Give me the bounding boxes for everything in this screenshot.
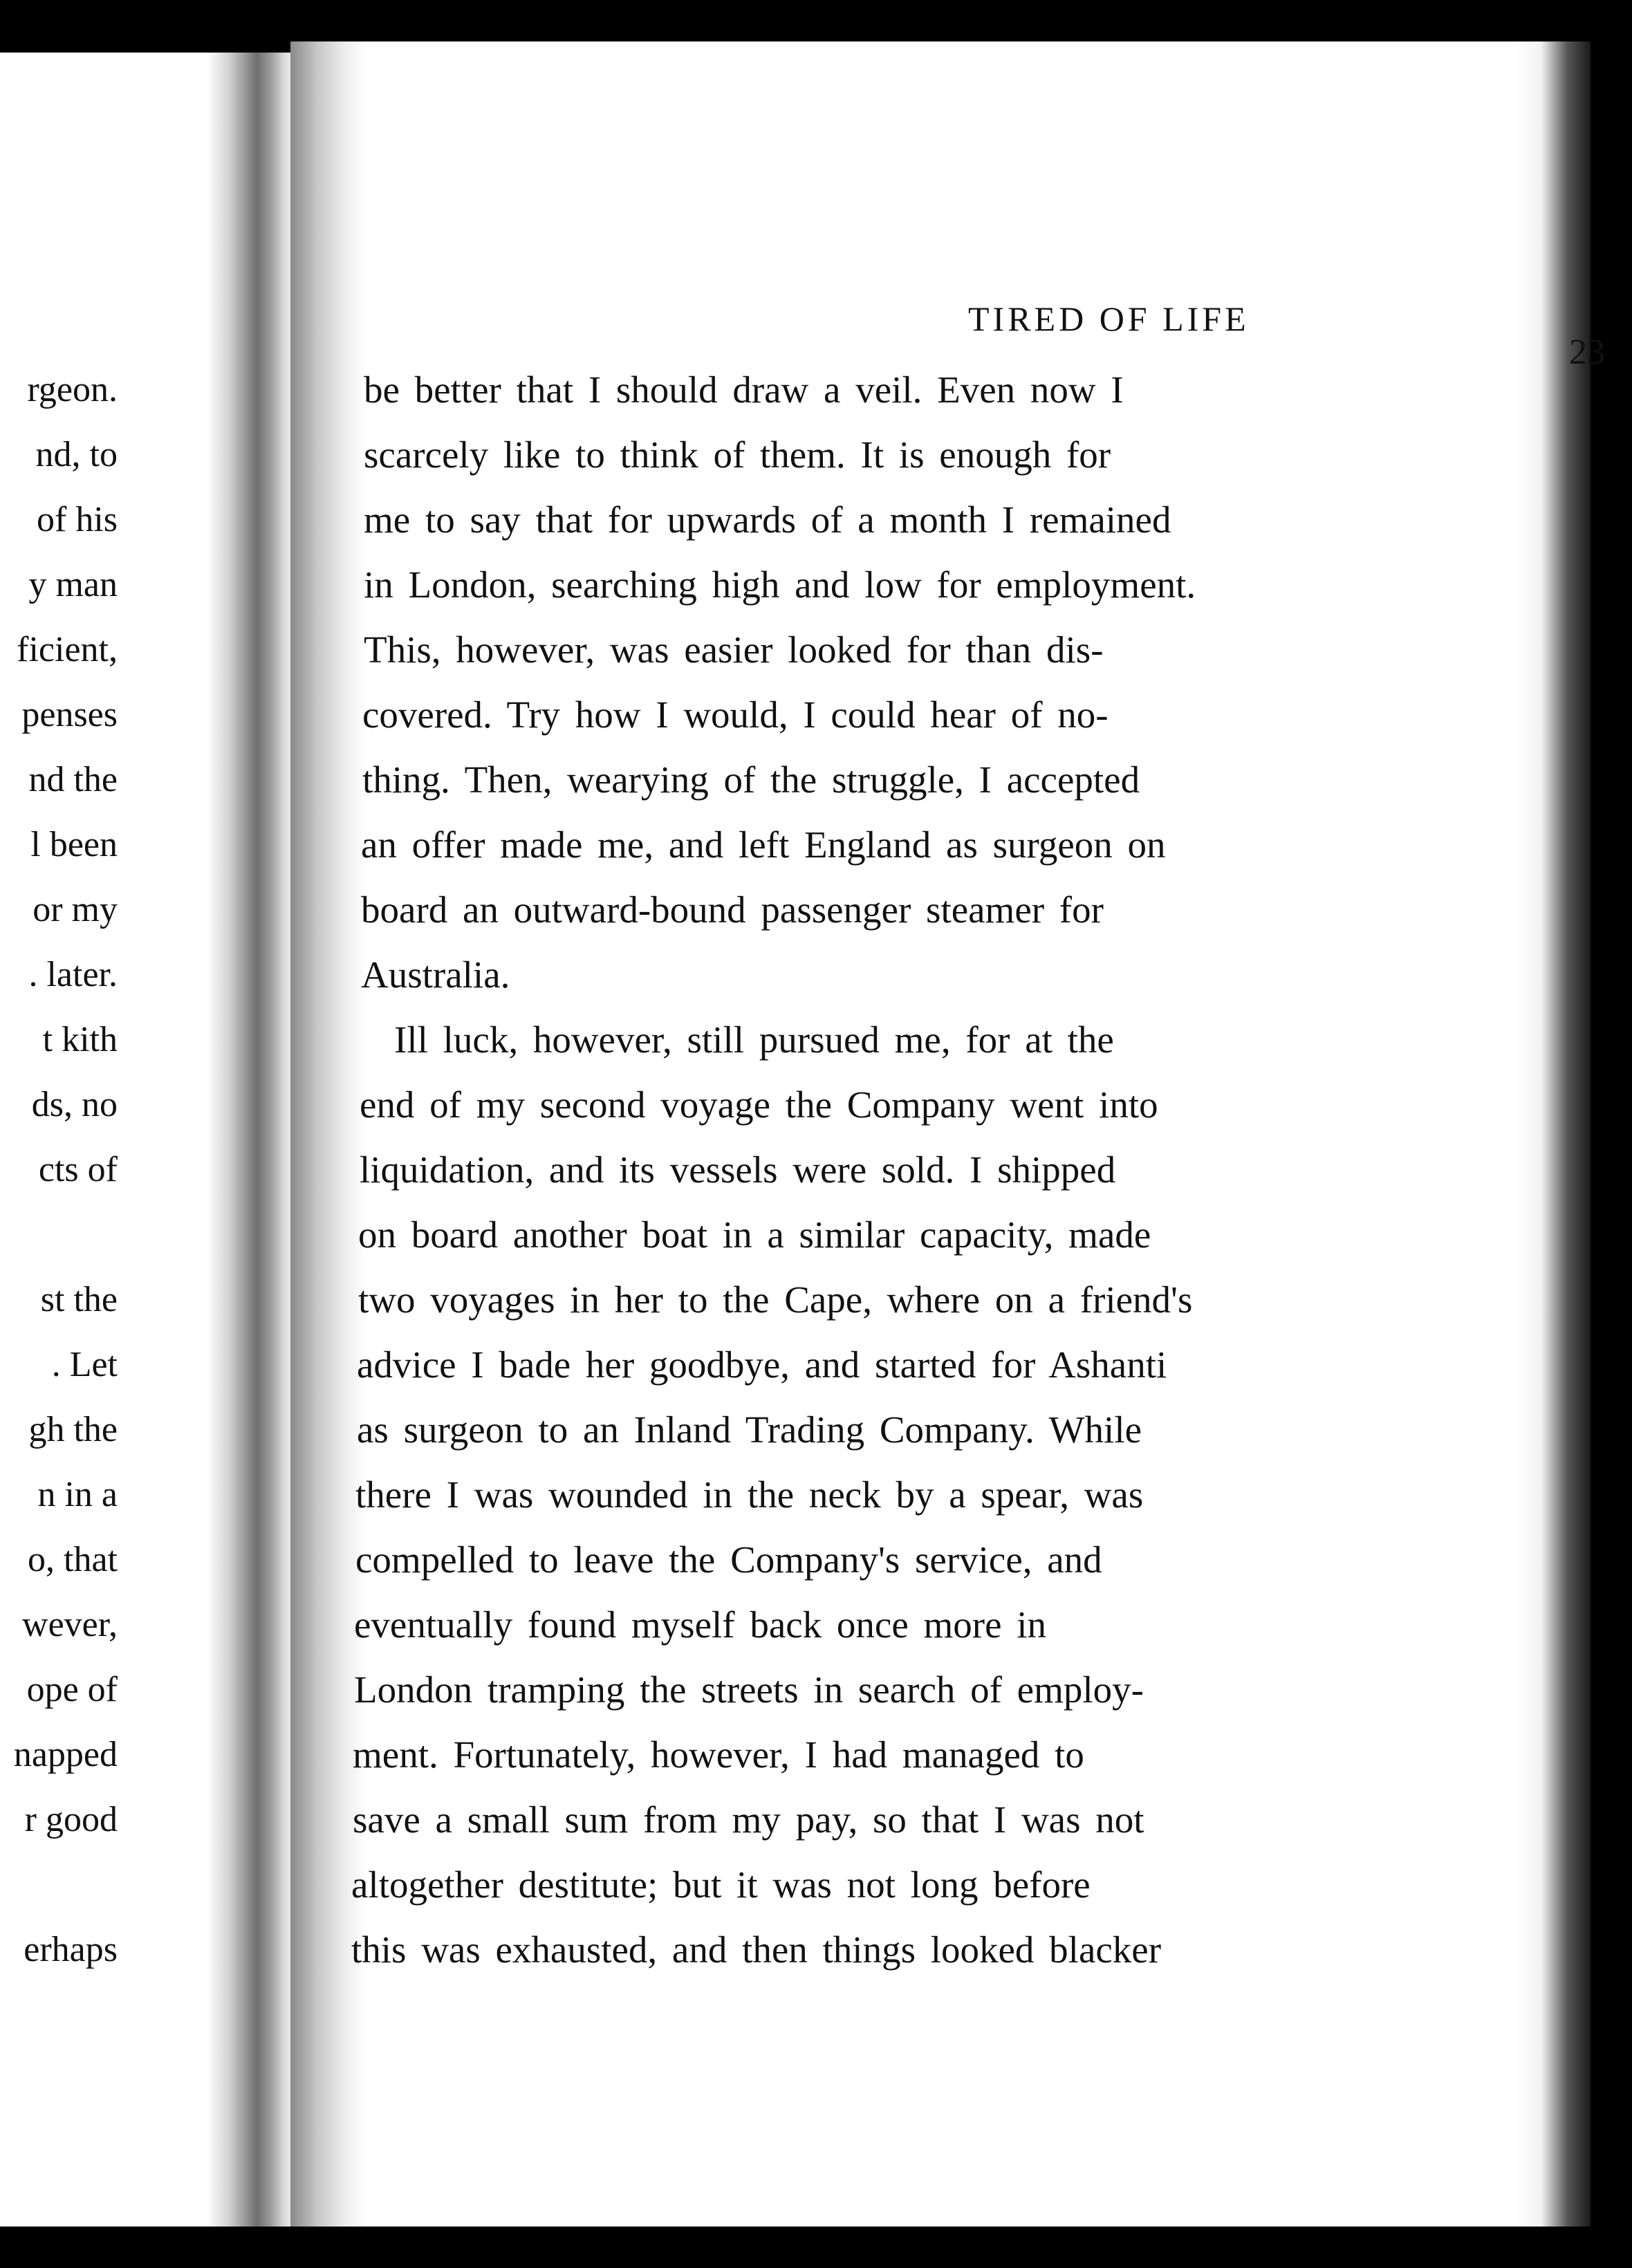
- text-line: this was exhausted, and then things looked blacker: [351, 1928, 1162, 1971]
- text-line: save a small sum from my pay, so that I was not: [353, 1798, 1144, 1841]
- left-line: . later.: [28, 955, 118, 994]
- text-line: covered. Try how I would, I could hear of no-: [362, 694, 1109, 736]
- text-line: liquidation, and its vessels were sold. I shipped: [360, 1149, 1116, 1191]
- text-line: Ill luck, however, still pursued me, for at the: [394, 1019, 1114, 1061]
- text-line: end of my second voyage the Company went into: [360, 1084, 1158, 1126]
- text-line: advice I bade her goodbye, and started for Ashanti: [357, 1344, 1167, 1386]
- text-line: thing. Then, wearying of the struggle, I accepted: [362, 759, 1140, 801]
- left-line: of his: [37, 500, 118, 539]
- left-line: nd the: [28, 760, 118, 799]
- left-line: t kith: [42, 1020, 118, 1059]
- text-line: in London, searching high and low for employment.: [364, 564, 1196, 606]
- text-line: board an outward-bound passenger steamer for: [361, 889, 1104, 931]
- text-line: ment. Fortunately, however, I had managed to: [353, 1733, 1084, 1776]
- left-line: l been: [30, 825, 118, 864]
- text-line: This, however, was easier looked for than dis-: [364, 629, 1104, 671]
- text-line: there I was wounded in the neck by a spear, was: [355, 1474, 1144, 1516]
- left-line: nd, to: [35, 435, 118, 474]
- left-line: r good: [24, 1800, 118, 1839]
- text-line: scarcely like to think of them. It is enough for: [364, 434, 1111, 476]
- left-line: wever,: [22, 1605, 118, 1644]
- text-line: as surgeon to an Inland Trading Company. While: [357, 1409, 1142, 1451]
- left-line: or my: [33, 890, 118, 929]
- text-line: two voyages in her to the Cape, where on a friend's: [358, 1279, 1193, 1321]
- text-line: on board another boat in a similar capacity, made: [358, 1214, 1151, 1256]
- text-line: eventually found myself back once more in: [354, 1604, 1047, 1646]
- left-line: ope of: [26, 1670, 118, 1709]
- text-line: an offer made me, and left England as surgeon on: [361, 824, 1166, 866]
- text-line: me to say that for upwards of a month I remained: [364, 499, 1171, 541]
- left-line: n in a: [37, 1475, 118, 1514]
- spine-shadow: [207, 53, 297, 2227]
- left-line: ficient,: [17, 630, 118, 669]
- left-line: st the: [40, 1280, 118, 1319]
- left-line: gh the: [28, 1410, 118, 1449]
- left-line: . Let: [51, 1345, 118, 1384]
- text-line: London tramping the streets in search of employ-: [354, 1669, 1144, 1711]
- text-line: be better that I should draw a veil. Even now I: [364, 369, 1124, 411]
- left-line: rgeon.: [27, 370, 118, 409]
- left-line: cts of: [38, 1150, 118, 1189]
- left-line: y man: [28, 565, 118, 604]
- running-head: TIRED OF LIFE: [968, 299, 1250, 338]
- left-line: penses: [21, 695, 118, 734]
- text-line: compelled to leave the Company's service, and: [355, 1539, 1102, 1581]
- page-number: 23: [1569, 333, 1605, 372]
- left-line: o, that: [28, 1540, 118, 1579]
- right-page: [290, 41, 1605, 2227]
- text-line: Australia.: [361, 954, 510, 996]
- left-line: napped: [13, 1735, 118, 1774]
- left-line: erhaps: [24, 1930, 118, 1969]
- left-line: ds, no: [31, 1085, 118, 1124]
- text-line: altogether destitute; but it was not long before: [351, 1863, 1091, 1906]
